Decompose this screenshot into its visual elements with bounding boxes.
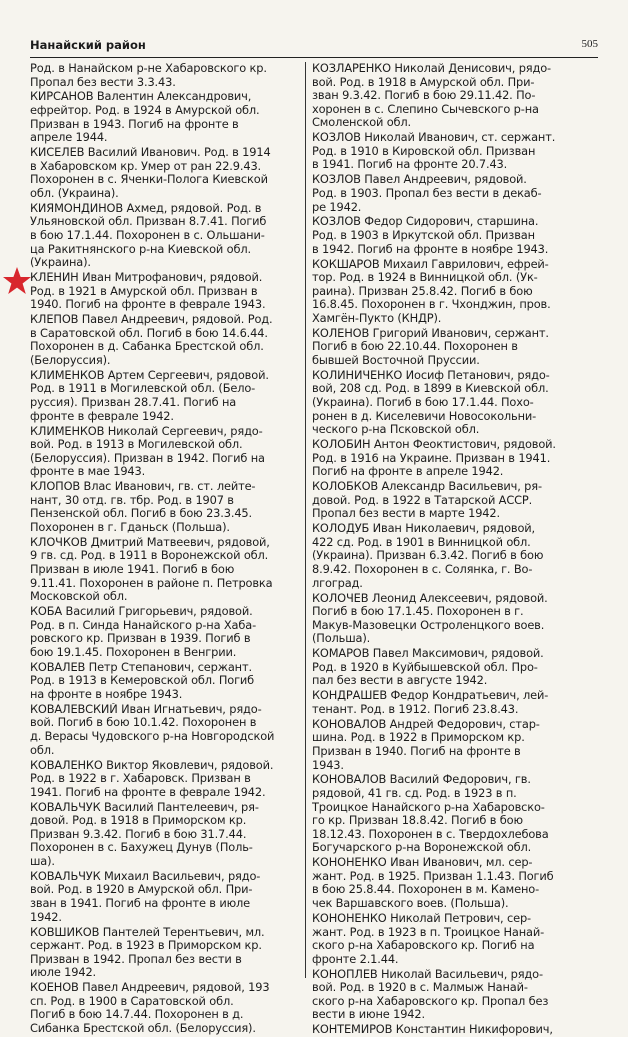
entry-line: КОМАРОВ Павел Максимович, рядовой.: [312, 647, 544, 661]
memorial-entry: [312, 647, 596, 688]
entry-line: жант. Род. в 1925. Призван 1.1.43. Погиб: [312, 869, 554, 883]
entry-line: Призван в 1940. Погиб на фронте в: [312, 744, 521, 758]
entry-line: Пензенской обл. Погиб в бою 23.3.45.: [30, 507, 252, 521]
memorial-entry: [312, 173, 596, 214]
entry-line: в 1942. Погиб на фронте в ноябре 1943.: [312, 242, 549, 256]
entry-line: КОБА Василий Григорьевич, рядовой.: [30, 605, 253, 619]
memorial-entry: [30, 759, 311, 800]
entry-line: довой. Род. в 1922 в Татарской АССР.: [312, 493, 533, 507]
entry-line: (Украина). Призван 6.3.42. Погиб в бою: [312, 549, 544, 563]
memorial-entry: [312, 592, 596, 646]
entry-line: (Украина).: [30, 256, 91, 270]
entry-line: КОНОВАЛОВ Василий Федорович, гв.: [312, 773, 531, 787]
entry-line: Призван в июле 1941. Погиб в бою: [30, 563, 235, 577]
entry-line: зван в 1941. Погиб на фронте в июле: [30, 897, 251, 911]
entry-line: Погиб на фронте в апреле 1942.: [312, 465, 504, 479]
entry-line: вой. Род. в 1918 в Амурской обл. При-: [312, 75, 535, 89]
entry-line: Род. в 1911 в Могилевской обл. (Бело-: [30, 382, 256, 396]
entry-line: Призван 9.3.42. Погиб в бою 31.7.44.: [30, 827, 247, 841]
memorial-entry: [30, 981, 311, 1035]
entry-line: Сибанка Брестской обл. (Белоруссия).: [30, 1022, 256, 1036]
memorial-entry: [30, 271, 311, 312]
entry-line: Пропал без вести в марте 1942.: [312, 507, 500, 521]
entry-line: Род. в 1910 в Кировской обл. Призван: [312, 144, 536, 158]
left-column: [30, 62, 311, 1037]
entry-line: руссия). Призван 28.7.41. Погиб на: [30, 396, 237, 410]
entry-line: КОВАЛЕВ Петр Степанович, сержант.: [30, 660, 252, 674]
entry-line: КОНОВАЛОВ Андрей Федорович, стар-: [312, 717, 540, 731]
entry-line: КЛИМЕНКОВ Николай Сергеевич, рядо-: [30, 424, 263, 438]
right-column: [305, 62, 596, 1037]
memorial-entry: [30, 703, 311, 757]
entry-line: чек Варшавского воев. (Польша).: [312, 897, 509, 911]
memorial-entry: [30, 801, 311, 869]
memorial-entry: [30, 870, 311, 924]
entry-line: ефрейтор. Род. в 1924 в Амурской обл.: [30, 104, 260, 118]
entry-line: фронте в мае 1943.: [30, 465, 146, 479]
entry-line: КИЯМОНДИНОВ Ахмед, рядовой. Род. в: [30, 201, 262, 215]
entry-line: Похоронен в д. Сабанка Брестской обл.: [30, 340, 264, 354]
entry-line: КОНОНЕНКО Иван Иванович, мл. сер-: [312, 856, 533, 870]
entry-line: КОЕНОВ Павел Андреевич, рядовой, 193: [30, 981, 270, 995]
entry-line: Макув-Мазовецки Остроленцкого воев.: [312, 618, 545, 632]
entry-line: Род. в 1916 на Украине. Призван в 1941.: [312, 451, 551, 465]
entry-line: в Хабаровском кр. Умер от ран 22.9.43.: [30, 159, 262, 173]
entry-line: КЛЕПОВ Павел Андреевич, рядовой. Род.: [30, 313, 273, 327]
entry-line: КОНТЕМИРОВ Константин Никифорович,: [312, 1023, 553, 1037]
page-header: [30, 35, 598, 58]
entry-line: зван 9.3.42. Погиб в бою 29.11.42. По-: [312, 89, 536, 103]
entry-line: рядовой, 41 гв. сд. Род. в 1923 в п.: [312, 787, 517, 801]
entry-line: Род. в 1922 в г. Хабаровск. Призван в: [30, 772, 251, 786]
entry-line: 1943.: [312, 758, 344, 772]
page-number: 505: [581, 38, 598, 50]
entry-line: ца Ракитнянского р-на Киевской обл.: [30, 242, 251, 256]
entry-line: КОЛОДУБ Иван Николаевич, рядовой,: [312, 522, 535, 536]
entry-line: на фронте в ноябре 1943.: [30, 687, 183, 701]
entry-line: в бою 17.1.44. Похоронен в с. Ольшани-: [30, 229, 265, 243]
entry-line: пал без вести в августе 1942.: [312, 674, 488, 688]
memorial-entry: [312, 968, 596, 1022]
entry-line: вой. Род. в 1913 в Могилевской обл.: [30, 438, 243, 452]
memorial-entry: [30, 425, 311, 479]
entry-line: Похоронен в г. Гданьск (Польша).: [30, 520, 230, 534]
memorial-entry: [312, 131, 596, 172]
entry-line: обл. (Украина).: [30, 186, 119, 200]
memorial-entry: [30, 926, 311, 980]
entry-line: КОВАЛЕНКО Виктор Яковлевич, рядовой.: [30, 758, 274, 772]
entry-line: фронте в феврале 1942.: [30, 409, 174, 423]
entry-line: Род. в 1921 в Амурской обл. Призван в: [30, 284, 258, 298]
memorial-entry: [312, 522, 596, 590]
entry-line: сп. Род. в 1900 в Саратовской обл.: [30, 994, 234, 1008]
memorial-entry: [30, 146, 311, 200]
entry-line: 8.9.42. Похоронен в с. Солянка, г. Во-: [312, 563, 533, 577]
entry-line: апреле 1944.: [30, 131, 108, 145]
entry-line: го кр. Призван 18.8.42. Погиб в бою: [312, 814, 523, 828]
section-title: Нанайский район: [30, 38, 146, 52]
entry-line: Богучарского р-на Воронежской обл.: [312, 841, 532, 855]
star-shape: [3, 267, 31, 294]
entry-line: нант, 30 отд. гв. тбр. Род. в 1907 в: [30, 493, 234, 507]
entry-line: Род. в п. Синда Нанайского р-на Хаба-: [30, 618, 257, 632]
entry-line: Троицкое Нанайского р-на Хабаровско-: [312, 800, 545, 814]
entry-line: 9 гв. сд. Род. в 1911 в Воронежской обл.: [30, 549, 269, 563]
entry-line: КЛЕНИН Иван Митрофанович, рядовой.: [30, 271, 263, 285]
entry-line: (Польша).: [312, 632, 371, 646]
memorial-entry: [312, 258, 596, 326]
entry-line: КОЛИНИЧЕНКО Иосиф Петанович, рядо-: [312, 368, 550, 382]
entry-line: КОВАЛЬЧУК Василий Пантелеевич, ря-: [30, 800, 259, 814]
entry-line: Погиб в бою 17.1.45. Похоронен в г.: [312, 605, 524, 619]
entry-line: Похоронен в с. Бахужец Дунув (Поль-: [30, 841, 253, 855]
entry-line: КОЗЛОВ Федор Сидорович, старшина.: [312, 215, 539, 229]
memorial-entry: [312, 327, 596, 368]
entry-line: хоронен в с. Слепино Сычевского р-на: [312, 102, 539, 116]
entry-line: Похоронен в с. Яченки-Полога Киевской: [30, 173, 268, 187]
entry-line: КЛОПОВ Влас Иванович, гв. ст. лейте-: [30, 480, 256, 494]
entry-line: КОНОНЕНКО Николай Петрович, сер-: [312, 911, 531, 925]
memorial-entry: [312, 215, 596, 256]
memorial-entry: [30, 202, 311, 270]
entry-line: КОКШАРОВ Михаил Гаврилович, ефрей-: [312, 257, 549, 271]
entry-line: Пропал без вести 3.3.43.: [30, 75, 176, 89]
entry-line: (Белоруссия). Призван в 1942. Погиб на: [30, 451, 265, 465]
entry-line: 1942.: [30, 910, 62, 924]
entry-line: 16.8.45. Похоронен в г. Чхонджин, пров.: [312, 298, 551, 312]
entry-line: вести в июне 1942.: [312, 1008, 425, 1022]
entry-line: д. Верасы Чудовского р-на Новгородской: [30, 730, 275, 744]
memorial-entry: [312, 856, 596, 910]
entry-line: Погиб в бою 14.7.44. Похоронен в д.: [30, 1008, 244, 1022]
entry-line: довой. Род. в 1918 в Приморском кр.: [30, 814, 247, 828]
memorial-entry: [312, 1023, 596, 1037]
memorial-entry: [312, 369, 596, 437]
memorial-entry: [30, 480, 311, 534]
entry-line: Род. в 1920 в Куйбышевской обл. Про-: [312, 660, 538, 674]
entry-line: КОЛОБИН Антон Феоктистович, рядовой.: [312, 438, 556, 452]
entry-line: КЛИМЕНКОВ Артем Сергеевич, рядовой.: [30, 368, 269, 382]
entry-line: Род. в 1903 в Иркутской обл. Призван: [312, 229, 535, 243]
entry-line: сержант. Род. в 1923 в Приморском кр.: [30, 939, 262, 953]
entry-line: (Украина). Погиб в бою 17.1.44. Похо-: [312, 396, 534, 410]
entry-line: ша).: [30, 855, 55, 868]
memorial-entry: [312, 912, 596, 966]
entry-line: КОЗЛАРЕНКО Николай Денисович, рядо-: [312, 62, 551, 75]
memorial-entry: [312, 480, 596, 521]
entry-line: Погиб в бою 22.10.44. Похоронен в: [312, 340, 518, 354]
memorial-entry: [312, 689, 596, 716]
entry-line: КОВАЛЕВСКИЙ Иван Игнатьевич, рядо-: [30, 702, 262, 716]
entry-line: Смоленской обл.: [312, 116, 412, 130]
entry-line: КОНДРАШЕВ Федор Кондратьевич, лей-: [312, 689, 549, 703]
entry-line: Род. в 1903. Пропал без вести в декаб-: [312, 186, 542, 200]
entry-line: КЛОЧКОВ Дмитрий Матвеевич, рядовой,: [30, 535, 270, 549]
entry-line: тор. Род. в 1924 в Винницкой обл. (Ук-: [312, 271, 538, 285]
entry-line: ского р-на Хабаровского кр. Погиб на: [312, 939, 535, 953]
entry-line: Призван в 1943. Погиб на фронте в: [30, 117, 239, 131]
memorial-entry: [30, 369, 311, 423]
memorial-entry: [30, 62, 311, 89]
entry-line: бывшей Восточной Пруссии.: [312, 353, 480, 367]
entry-line: вой, 208 сд. Род. в 1899 в Киевской обл.: [312, 382, 549, 396]
entry-line: вой. Род. в 1920 в Амурской обл. При-: [30, 883, 253, 897]
entry-line: ческого р-на Псковской обл.: [312, 423, 480, 437]
entry-line: (Белоруссия).: [30, 353, 111, 367]
entry-line: Ульяновской обл. Призван 8.7.41. Погиб: [30, 215, 267, 229]
entry-line: тенант. Род. в 1912. Погиб 23.8.43.: [312, 702, 519, 716]
entry-line: раина). Призван 25.8.42. Погиб в бою: [312, 284, 533, 298]
entry-line: ре 1942.: [312, 200, 362, 214]
entry-line: КИРСАНОВ Валентин Александрович,: [30, 90, 252, 104]
memorial-entry: [30, 313, 311, 367]
entry-line: 9.11.41. Похоронен в районе п. Петровка: [30, 576, 273, 590]
entry-line: в 1941. Погиб на фронте 20.7.43.: [312, 158, 508, 172]
entry-line: в бою 25.8.44. Похоронен в м. Камено-: [312, 883, 540, 897]
entry-line: обл.: [30, 743, 55, 757]
entry-line: КОЛОБКОВ Александр Васильевич, ря-: [312, 480, 542, 494]
entry-line: лгоград.: [312, 576, 363, 590]
entry-line: вой. Погиб в бою 10.1.42. Похоронен в: [30, 716, 257, 730]
entry-line: 1941. Погиб на фронте в феврале 1942.: [30, 785, 266, 799]
entry-line: 1940. Погиб на фронте в феврале 1943.: [30, 298, 266, 312]
memorial-entry: [312, 438, 596, 479]
entry-line: вой. Род. в 1920 в с. Малмыж Нанай-: [312, 981, 528, 995]
entry-line: ского р-на Хабаровского кр. Пропал без: [312, 994, 549, 1008]
entry-line: Хамгён-Пукто (КНДР).: [312, 311, 442, 325]
memorial-entry: [312, 773, 596, 855]
memorial-entry: [30, 661, 311, 702]
entry-line: КИСЕЛЕВ Василий Иванович. Род. в 1914: [30, 146, 271, 160]
entry-line: бою 19.1.45. Похоронен в Венгрии.: [30, 645, 237, 659]
entry-line: июле 1942.: [30, 966, 97, 980]
entry-line: ронен в д. Киселевичи Новосокольни-: [312, 409, 537, 423]
entry-line: 18.12.43. Похоронен в с. Твердохлебова: [312, 827, 549, 841]
entry-line: ровского кр. Призван в 1939. Погиб в: [30, 632, 251, 646]
memorial-entry: [30, 536, 311, 604]
memorial-entry: [312, 62, 596, 130]
entry-line: Род. в 1913 в Кемеровской обл. Погиб: [30, 674, 255, 688]
memorial-entry: [30, 90, 311, 144]
memorial-entry: [30, 605, 311, 659]
entry-line: Род. в Нанайском р-не Хабаровского кр.: [30, 62, 267, 75]
entry-line: жант. Род. в 1923 в п. Троицкое Нанай-: [312, 925, 545, 939]
entry-line: КОВАЛЬЧУК Михаил Васильевич, рядо-: [30, 869, 261, 883]
memorial-entry: [312, 718, 596, 772]
entry-line: Призван в 1942. Пропал без вести в: [30, 952, 242, 966]
entry-line: КОВШИКОВ Пантелей Терентьевич, мл.: [30, 925, 265, 939]
entry-line: фронте 2.1.44.: [312, 952, 399, 966]
red-star-icon: [2, 266, 32, 296]
entry-line: КОЗЛОВ Павел Андреевич, рядовой.: [312, 173, 527, 187]
entry-line: в Саратовской обл. Погиб в бою 14.6.44.: [30, 326, 268, 340]
entry-line: КОНОПЛЕВ Николай Васильевич, рядо-: [312, 967, 543, 981]
entry-line: Московской обл.: [30, 590, 128, 604]
entry-line: КОЛОЧЕВ Леонид Алексеевич, рядовой.: [312, 591, 548, 605]
entry-line: КОЗЛОВ Николай Иванович, ст. сержант.: [312, 131, 556, 145]
entry-line: шина. Род. в 1922 в Приморском кр.: [312, 731, 525, 745]
entry-line: 422 сд. Род. в 1901 в Винницкой обл.: [312, 535, 531, 549]
entry-line: КОЛЕНОВ Григорий Иванович, сержант.: [312, 326, 549, 340]
